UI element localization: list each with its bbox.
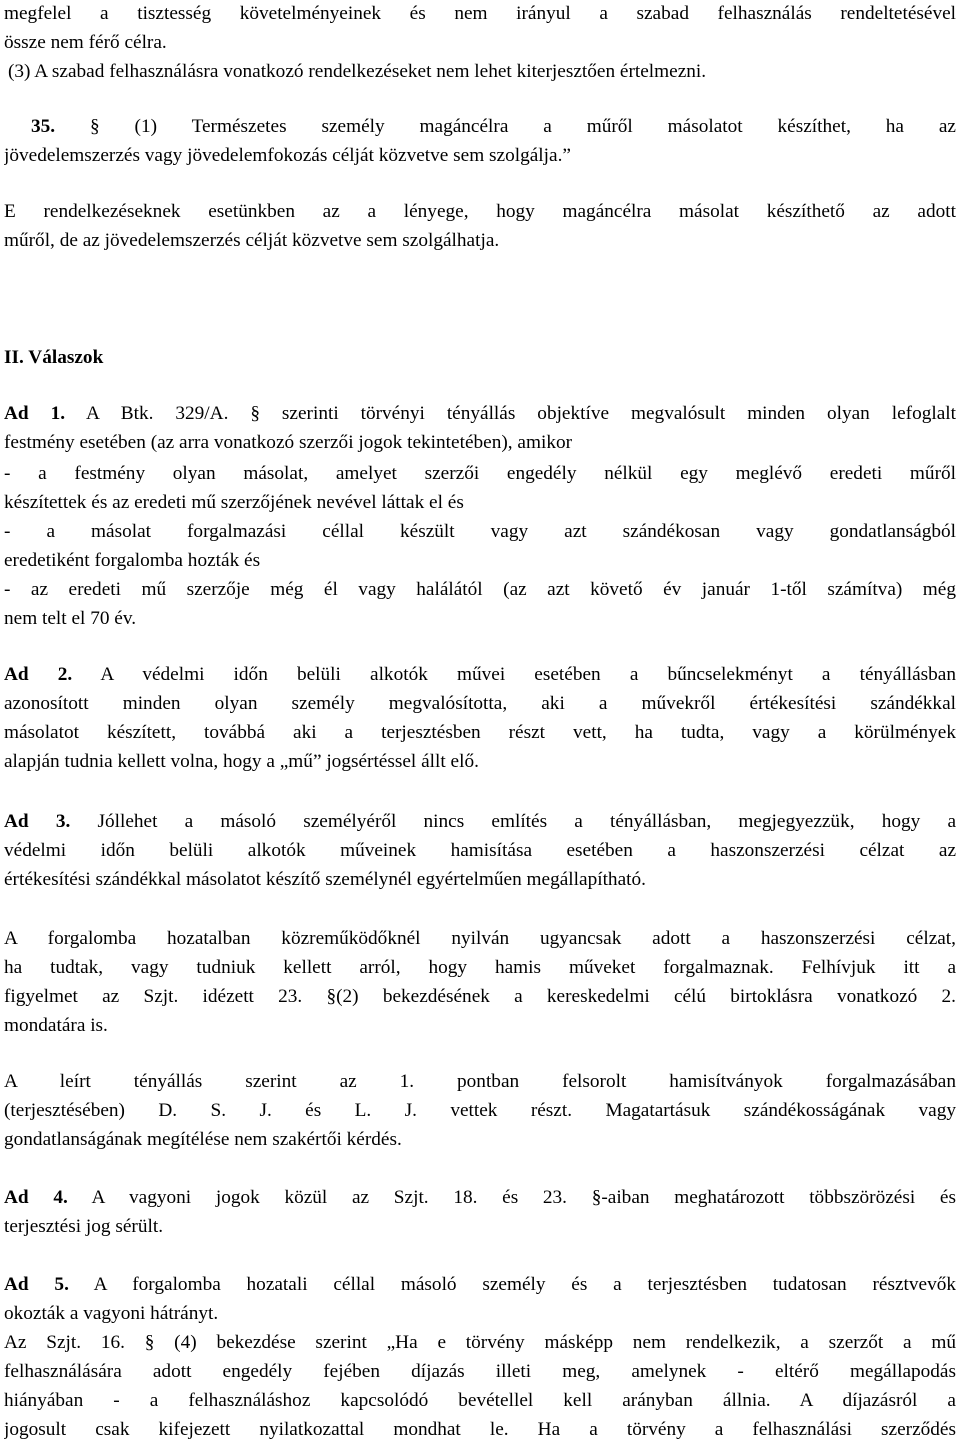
text-line [4, 690, 956, 719]
text-line [31, 113, 956, 142]
text-line [4, 837, 956, 866]
line-text: azonosított minden olyan személy megvalósította, aki a művekről értékesítési szándékkal [4, 693, 956, 714]
text-line [4, 29, 956, 58]
text-line [4, 142, 956, 171]
text-line [4, 983, 956, 1012]
text-line [4, 489, 956, 518]
line-text: okozták a vagyoni hátrányt. [4, 1303, 219, 1324]
text-line [4, 1300, 956, 1329]
text-line [4, 1126, 956, 1155]
item-label: Ad 5. [4, 1274, 69, 1295]
line-text: Az Szjt. 16. § (4) bekezdése szerint „Ha e törvény másképp nem rendelkezik, a szerzőt a mű [4, 1332, 956, 1353]
item-label: 35. [31, 116, 56, 137]
text-line [4, 748, 956, 777]
line-text: Jóllehet a másoló személyéről nincs említés a tényállásban, megjegyezzük, hogy a [70, 811, 956, 832]
text-line [4, 605, 956, 634]
text-line [4, 1012, 956, 1041]
line-text: A Btk. 329/A. § szerinti törvényi tényállás objektíve megvalósult minden olyan lefoglalt [65, 403, 956, 424]
line-text: megfelel a tisztesség követelményeinek és nem irányul a szabad felhasználás rendeltetésével [4, 3, 956, 24]
text-line [4, 1271, 956, 1300]
line-text: (3) A szabad felhasználásra vonatkozó rendelkezéseket nem lehet kiterjesztően értelmezni. [8, 61, 707, 82]
line-text: - a másolat forgalmazási céllal készült vagy azt szándékosan vagy gondatlanságból [4, 521, 956, 542]
text-line [4, 460, 956, 489]
line-text: figyelmet az Szjt. idézett 23. §(2) bekezdésének a kereskedelmi célú birtoklásra vonatkozó 2. [4, 986, 956, 1007]
line-text: alapján tudnia kellett volna, hogy a „mű” jogsértéssel állt elő. [4, 751, 479, 772]
text-line [4, 925, 956, 954]
line-text: gondatlanságának megítélése nem szakértői kérdés. [4, 1129, 402, 1150]
text-line [4, 1416, 956, 1445]
text-line [4, 808, 956, 837]
line-text: (terjesztésében) D. S. J. és L. J. vettek részt. Magatartásuk szándékosságának vagy [4, 1100, 956, 1121]
line-text: § (1) Természetes személy magáncélra a műről másolatot készíthet, ha az [55, 116, 956, 137]
line-text: A forgalomba hozatali céllal másoló személy és a terjesztésben tudatosan résztvevők [68, 1274, 956, 1295]
text-line [4, 1213, 956, 1242]
item-label: Ad 4. [4, 1187, 68, 1208]
line-text: készítettek és az eredeti mű szerzőjének nevével láttak el és [4, 492, 464, 513]
text-line [4, 866, 956, 895]
line-text: mondatára is. [4, 1015, 108, 1036]
line-text: másolatot készített, továbbá aki a terjesztésben részt vett, ha tudta, vagy a körülmények [4, 722, 956, 743]
item-label: Ad 1. [4, 403, 66, 424]
line-text: E rendelkezéseknek esetünkben az a lényege, hogy magáncélra másolat készíthető az adott [4, 201, 956, 222]
line-text: eredetiként forgalomba hozták és [4, 550, 261, 571]
text-line [8, 58, 956, 87]
text-line [4, 198, 956, 227]
text-line [4, 576, 956, 605]
text-line [4, 518, 956, 547]
line-text: védelmi időn belüli alkotók műveinek hamisítása esetében a haszonszerzési célzat az [4, 840, 956, 861]
text-line [4, 1387, 956, 1416]
line-text: össze nem férő célra. [4, 32, 167, 53]
line-text: hiányában - a felhasználáshoz kapcsolódó bevétellel kell arányban állnia. A díjazásról a [4, 1390, 956, 1411]
text-line [4, 1329, 956, 1358]
line-text: festmény esetében (az arra vonatkozó szerzői jogok tekintetében), amikor [4, 432, 573, 453]
line-text: műről, de az jövedelemszerzés célját közvetve sem szolgálhatja. [4, 230, 500, 251]
text-line [4, 400, 956, 429]
line-text: jogosult csak kifejezett nyilatkozattal mondhat le. Ha a törvény a felhasználási szerződés [4, 1419, 956, 1440]
text-line [4, 954, 956, 983]
line-text: A vagyoni jogok közül az Szjt. 18. és 23. §-aiban meghatározott többszörözési és [67, 1187, 956, 1208]
text-line [4, 1097, 956, 1126]
text-line [4, 344, 956, 373]
text-line [4, 719, 956, 748]
line-text: A forgalomba hozatalban közreműködőknél nyilván ugyancsak adott a haszonszerzési célzat, [4, 928, 956, 949]
line-text: felhasználására adott engedély fejében díjazás illeti meg, amelynek - eltérő megállapodás [4, 1361, 956, 1382]
line-text: ha tudtak, vagy tudniuk kellett arról, hogy hamis műveket forgalmaznak. Felhívjuk itt a [4, 957, 956, 978]
line-text: - a festmény olyan másolat, amelyet szerzői engedély nélkül egy meglévő eredeti műről [4, 463, 956, 484]
line-text: - az eredeti mű szerzője még él vagy halálától (az azt követő év január 1-től számítva) még [4, 579, 956, 600]
line-text: terjesztési jog sérült. [4, 1216, 164, 1237]
text-line [4, 1358, 956, 1387]
line-text: nem telt el 70 év. [4, 608, 137, 629]
line-text: értékesítési szándékkal másolatot készítő személynél egyértelműen megállapítható. [4, 869, 646, 890]
section-heading: II. Válaszok [4, 347, 104, 368]
text-line [4, 1068, 956, 1097]
text-line [4, 1184, 956, 1213]
text-line [4, 661, 956, 690]
item-label: Ad 2. [4, 664, 73, 685]
text-line [4, 0, 956, 29]
text-line [4, 547, 956, 576]
item-label: Ad 3. [4, 811, 71, 832]
text-line [4, 227, 956, 256]
line-text: jövedelemszerzés vagy jövedelemfokozás célját közvetve sem szolgálja.” [4, 145, 571, 166]
line-text: A védelmi időn belüli alkotók művei esetében a bűncselekményt a tényállásban [72, 664, 956, 685]
text-line [4, 429, 956, 458]
line-text: A leírt tényállás szerint az 1. pontban felsorolt hamisítványok forgalmazásában [4, 1071, 956, 1092]
